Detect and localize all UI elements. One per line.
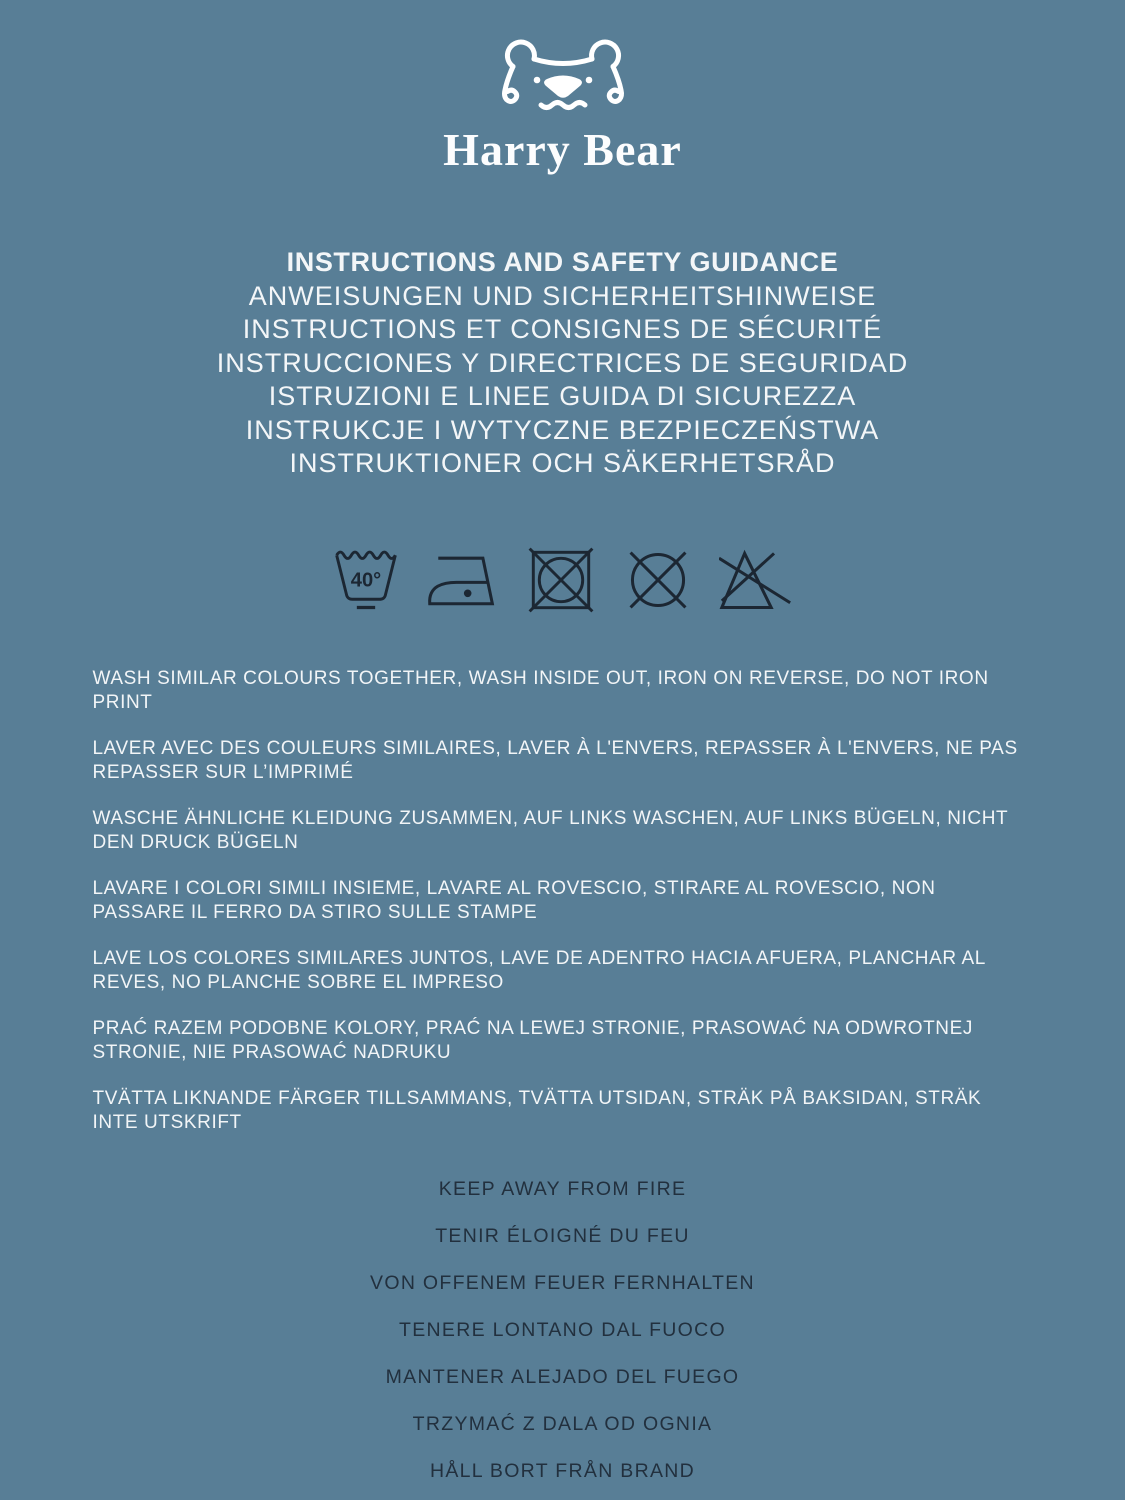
care-instruction-sv: TVÄTTA LIKNANDE FÄRGER TILLSAMMANS, TVÄTTA UTSIDAN, STRÄK PÅ BAKSIDAN, STRÄK INTE UTSKRIFT [92,1087,982,1133]
fire-warning-pl: TRZYMAĆ Z DALA OD OGNIA [412,1412,713,1435]
care-instruction-pl: PRAĆ RAZEM PODOBNE KOLORY, PRAĆ NA LEWEJ STRONIE, PRASOWAĆ NA ODWROTNEJ STRONIE, NIE PRASOWAĆ NADRUKU [92,1017,974,1063]
care-instruction-fr: LAVER AVEC DES COULEURS SIMILAIRES, LAVER À L'ENVERS, REPASSER À L'ENVERS, NE PAS REPASSER SUR L’IMPRIMÉ [92,737,1018,783]
fire-warning-fr: TENIR ÉLOIGNÉ DU FEU [435,1224,690,1247]
heading-block [0,246,1125,481]
iron-low-heat-icon [425,550,499,610]
care-instructions-block [93,667,1033,1135]
fire-warning-sv: HÅLL BORT FRÅN BRAND [429,1459,696,1482]
care-instruction-es: LAVE LOS COLORES SIMILARES JUNTOS, LAVE DE ADENTRO HACIA AFUERA, PLANCHAR AL REVES, NO PLANCHE SOBRE EL IMPRESO [92,947,986,993]
fire-warning-es: MANTENER ALEJADO DEL FUEGO [385,1365,740,1388]
heading-line-de: ANWEISUNGEN UND SICHERHEITSHINWEISE [248,280,877,311]
wash-40-degrees-mild-icon [333,542,399,618]
heading-line-it: ISTRUZIONI E LINEE GUIDA DI SICUREZZA [268,381,857,411]
fire-warnings-block [0,1179,1125,1481]
fire-warning-en: KEEP AWAY FROM FIRE [438,1177,687,1200]
care-instruction-it: LAVARE I COLORI SIMILI INSIEME, LAVARE AL ROVESCIO, STIRARE AL ROVESCIO, NON PASSARE IL FERRO DA STIRO SULLE STAMPE [92,877,936,923]
do-not-tumble-dry-icon [525,544,597,616]
care-instruction-en: WASH SIMILAR COLOURS TOGETHER, WASH INSIDE OUT, IRON ON REVERSE, DO NOT IRON PRINT [92,667,989,713]
care-symbols-row [0,539,1125,621]
heading-line-fr: INSTRUCTIONS ET CONSIGNES DE SÉCURITÉ [242,314,883,344]
wash-temperature-label: 40° [350,568,381,591]
heading-line-en: INSTRUCTIONS AND SAFETY GUIDANCE [286,247,839,277]
brand-name: Harry Bear [443,124,682,175]
heading-line-sv: INSTRUKTIONER OCH SÄKERHETSRÅD [289,448,836,478]
fire-warning-de: VON OFFENEM FEUER FERNHALTEN [370,1271,755,1294]
care-instruction-de: WASCHE ÄHNLICHE KLEIDUNG ZUSAMMEN, AUF LINKS WASCHEN, AUF LINKS BÜGELN, NICHT DEN DRUCK BÜGELN [92,807,1008,853]
fire-warning-it: TENERE LONTANO DAL FUOCO [399,1318,726,1341]
bear-face-icon [487,30,639,124]
heading-line-pl: INSTRUKCJE I WYTYCZNE BEZPIECZEŃSTWA [245,414,880,445]
heading-line-es: INSTRUCCIONES Y DIRECTRICES DE SEGURIDAD [216,347,909,378]
do-not-dry-clean-icon [623,545,693,615]
do-not-bleach-icon [719,547,793,613]
brand-logo [0,0,1125,174]
